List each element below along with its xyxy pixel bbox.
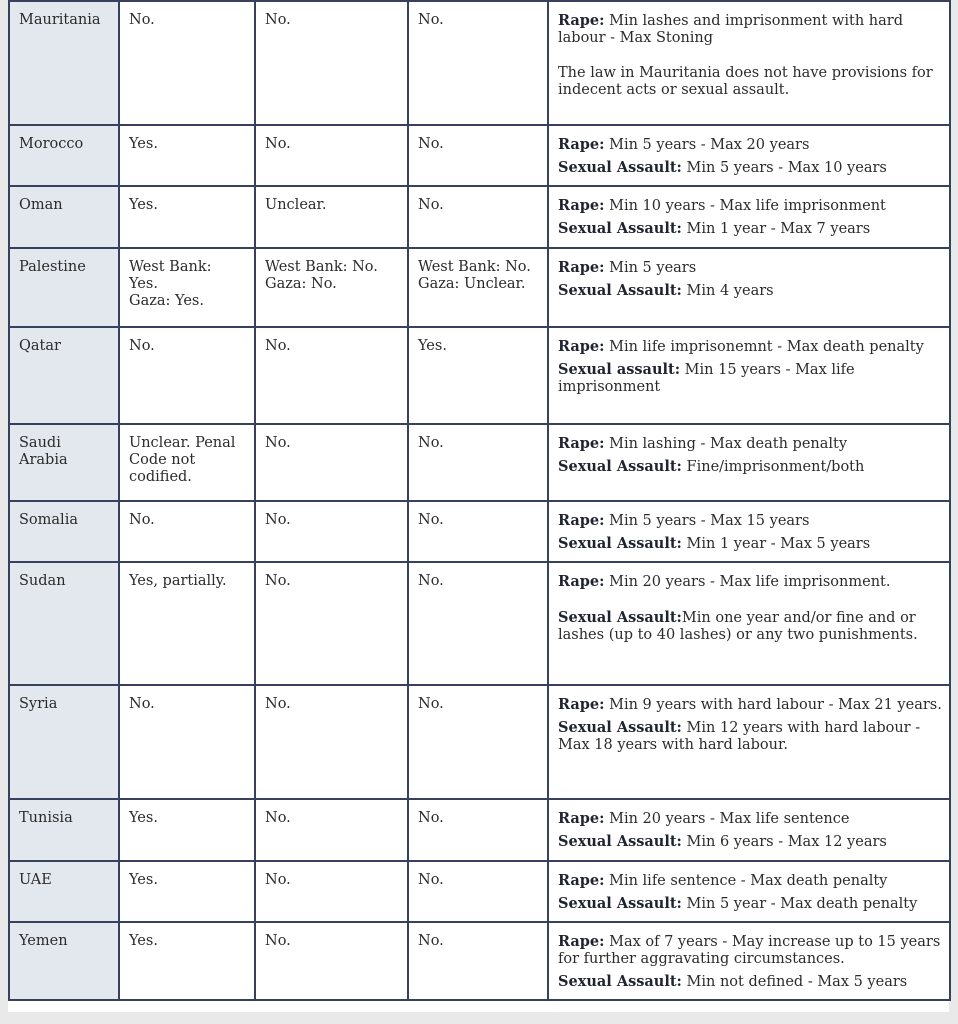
penalty-cell — [548, 1, 950, 125]
penalty-label: Rape: — [558, 872, 605, 889]
penalty-text: Min one year and/or fine and or lashes (up to 40 lashes) or any two punishments. — [558, 610, 918, 643]
status-text: No. — [265, 872, 291, 888]
status-cell-col4 — [408, 922, 548, 1000]
penal-code-table-container — [8, 0, 949, 1012]
status-cell-col4 — [408, 125, 548, 186]
penalty-cell — [548, 562, 950, 685]
penalty-cell — [548, 501, 950, 562]
status-cell-col3 — [255, 186, 408, 248]
table-row — [9, 186, 950, 248]
status-cell-col2 — [119, 186, 255, 248]
status-text: Yes. — [129, 872, 158, 888]
status-cell-col3 — [255, 799, 408, 861]
table-row — [9, 125, 950, 186]
penalty-text: Min 5 years - Max 15 years — [604, 513, 810, 529]
penalty-text: Min lashes and imprisonment with hard labour - Max Stoning — [558, 13, 903, 46]
status-cell-col4 — [408, 685, 548, 799]
status-text: No. — [265, 12, 291, 28]
penalty-line — [558, 973, 943, 991]
status-text: No. — [129, 512, 155, 528]
penalty-label: Rape: — [558, 136, 605, 153]
country-name: Saudi Arabia — [19, 435, 68, 468]
country-cell — [9, 424, 119, 501]
status-text: Unclear. Penal Code not codified. — [129, 435, 236, 485]
country-name: Yemen — [19, 933, 68, 949]
status-text: No. — [418, 12, 444, 28]
penalty-text: Min life imprisonemnt - Max death penalty — [604, 339, 924, 355]
country-cell — [9, 562, 119, 685]
penalty-label: Rape: — [558, 933, 605, 950]
status-cell-col2 — [119, 685, 255, 799]
penalty-cell — [548, 861, 950, 922]
status-text: No. — [418, 197, 444, 213]
status-text: No. — [265, 933, 291, 949]
penalty-label: Rape: — [558, 696, 605, 713]
penalty-text: Min 15 years - Max life imprisonment — [558, 362, 855, 395]
table-row — [9, 562, 950, 685]
penalty-line — [558, 220, 943, 238]
status-text: No. — [265, 435, 291, 451]
penalty-label: Sexual Assault: — [558, 719, 682, 736]
penal-code-table — [8, 0, 951, 1001]
status-cell-col3 — [255, 327, 408, 424]
country-cell — [9, 125, 119, 186]
status-cell-col3 — [255, 922, 408, 1000]
table-row — [9, 424, 950, 501]
penalty-text: Min 5 year - Max death penalty — [681, 896, 918, 912]
country-cell — [9, 685, 119, 799]
country-cell — [9, 922, 119, 1000]
penalty-text: Min 4 years — [681, 283, 774, 299]
penalty-cell — [548, 327, 950, 424]
table-row — [9, 922, 950, 1000]
penalty-cell — [548, 799, 950, 861]
status-text: No. — [265, 338, 291, 354]
penalty-line — [558, 159, 943, 177]
penalty-line — [558, 458, 943, 476]
penalty-line — [558, 810, 943, 828]
status-cell-col3 — [255, 125, 408, 186]
country-name: Tunisia — [19, 810, 73, 826]
penalty-line — [558, 872, 943, 890]
penalty-cell — [548, 424, 950, 501]
penalty-text: Min 5 years - Max 10 years — [681, 160, 887, 176]
table-body — [9, 1, 950, 1000]
country-cell — [9, 799, 119, 861]
penalty-text: Min 9 years with hard labour - Max 21 years. — [604, 697, 942, 713]
status-cell-col4 — [408, 861, 548, 922]
table-row — [9, 248, 950, 327]
penalty-line — [558, 65, 943, 99]
penalty-label: Sexual Assault: — [558, 220, 682, 237]
penalty-line — [558, 895, 943, 913]
penalty-label: Sexual Assault: — [558, 159, 682, 176]
country-name: Morocco — [19, 136, 84, 152]
penalty-line — [558, 719, 943, 754]
table-row — [9, 1, 950, 125]
status-text: No. — [418, 435, 444, 451]
table-row — [9, 861, 950, 922]
status-text: No. — [265, 810, 291, 826]
status-text: No. — [129, 696, 155, 712]
penalty-text: Min 20 years - Max life sentence — [604, 811, 850, 827]
penalty-text: The law in Mauritania does not have provisions for indecent acts or sexual assault. — [558, 65, 933, 98]
status-cell-col2 — [119, 922, 255, 1000]
penalty-label: Sexual assault: — [558, 361, 681, 378]
penalty-text: Fine/imprisonment/both — [681, 459, 865, 475]
penalty-label: Rape: — [558, 573, 605, 590]
penalty-text: Min 20 years - Max life imprisonment. — [604, 574, 891, 590]
country-name: Somalia — [19, 512, 78, 528]
penalty-label: Sexual Assault: — [558, 973, 682, 990]
penalty-label: Rape: — [558, 435, 605, 452]
penalty-cell — [548, 685, 950, 799]
status-cell-col2 — [119, 327, 255, 424]
status-cell-col4 — [408, 501, 548, 562]
penalty-line — [558, 136, 943, 154]
table-row — [9, 799, 950, 861]
penalty-text: Min not defined - Max 5 years — [681, 974, 908, 990]
country-cell — [9, 248, 119, 327]
status-text: Gaza: Unclear. — [418, 276, 526, 292]
status-cell-col2 — [119, 125, 255, 186]
status-cell-col2 — [119, 861, 255, 922]
penalty-label: Rape: — [558, 338, 605, 355]
country-name: UAE — [19, 872, 52, 888]
status-text: West Bank: Yes. — [129, 259, 212, 292]
penalty-cell — [548, 125, 950, 186]
country-name: Qatar — [19, 338, 61, 354]
status-cell-col4 — [408, 248, 548, 327]
status-text: Yes, partially. — [129, 573, 227, 589]
country-name: Palestine — [19, 259, 86, 275]
status-text: Yes. — [129, 933, 158, 949]
status-text: No. — [265, 136, 291, 152]
status-text: No. — [265, 573, 291, 589]
country-name: Sudan — [19, 573, 66, 589]
penalty-line — [558, 12, 943, 47]
status-text: Yes. — [418, 338, 447, 354]
status-text: Gaza: Yes. — [129, 293, 204, 309]
status-cell-col4 — [408, 424, 548, 501]
penalty-label: Sexual Assault: — [558, 458, 682, 475]
status-cell-col3 — [255, 424, 408, 501]
status-cell-col4 — [408, 327, 548, 424]
country-name: Mauritania — [19, 12, 101, 28]
table-row — [9, 685, 950, 799]
status-cell-col4 — [408, 1, 548, 125]
penalty-label: Rape: — [558, 197, 605, 214]
status-cell-col3 — [255, 248, 408, 327]
penalty-text: Min 1 year - Max 7 years — [681, 221, 871, 237]
status-cell-col4 — [408, 186, 548, 248]
penalty-label: Rape: — [558, 12, 605, 29]
penalty-text: Min 10 years - Max life imprisonment — [604, 198, 886, 214]
penalty-line — [558, 535, 943, 553]
status-text: No. — [265, 512, 291, 528]
penalty-label: Rape: — [558, 810, 605, 827]
penalty-label: Sexual Assault: — [558, 833, 682, 850]
status-text: West Bank: No. — [418, 259, 531, 275]
country-cell — [9, 327, 119, 424]
penalty-cell — [548, 186, 950, 248]
penalty-line — [558, 259, 943, 277]
country-cell — [9, 186, 119, 248]
status-text: No. — [418, 872, 444, 888]
status-cell-col2 — [119, 1, 255, 125]
penalty-line — [558, 833, 943, 851]
penalty-text: Min 6 years - Max 12 years — [681, 834, 887, 850]
penalty-line — [558, 435, 943, 453]
status-cell-col2 — [119, 562, 255, 685]
penalty-line — [558, 361, 943, 396]
status-text: Yes. — [129, 136, 158, 152]
status-text: No. — [418, 512, 444, 528]
table-row — [9, 327, 950, 424]
status-cell-col3 — [255, 501, 408, 562]
penalty-text: Min 1 year - Max 5 years — [681, 536, 871, 552]
status-text: West Bank: No. — [265, 259, 378, 275]
status-text: No. — [418, 136, 444, 152]
status-text: No. — [418, 810, 444, 826]
penalty-line — [558, 338, 943, 356]
status-text: No. — [265, 696, 291, 712]
status-cell-col2 — [119, 248, 255, 327]
status-cell-col4 — [408, 799, 548, 861]
status-cell-col3 — [255, 861, 408, 922]
status-cell-col2 — [119, 799, 255, 861]
penalty-label: Sexual Assault: — [558, 609, 682, 626]
status-cell-col4 — [408, 562, 548, 685]
penalty-text: Min life sentence - Max death penalty — [604, 873, 888, 889]
penalty-label: Sexual Assault: — [558, 895, 682, 912]
penalty-line — [558, 512, 943, 530]
status-text: Yes. — [129, 197, 158, 213]
status-cell-col2 — [119, 424, 255, 501]
status-text: No. — [418, 696, 444, 712]
status-cell-col3 — [255, 1, 408, 125]
penalty-label: Sexual Assault: — [558, 282, 682, 299]
penalty-line — [558, 696, 943, 714]
penalty-line — [558, 933, 943, 968]
country-cell — [9, 861, 119, 922]
status-text: Gaza: No. — [265, 276, 337, 292]
table-row — [9, 501, 950, 562]
penalty-label: Rape: — [558, 259, 605, 276]
status-text: Yes. — [129, 810, 158, 826]
country-name: Syria — [19, 696, 58, 712]
status-cell-col3 — [255, 562, 408, 685]
country-cell — [9, 501, 119, 562]
penalty-text: Min 5 years - Max 20 years — [604, 137, 810, 153]
penalty-label: Rape: — [558, 512, 605, 529]
penalty-text: Min 12 years with hard labour - Max 18 years with hard labour. — [558, 720, 921, 753]
penalty-cell — [548, 922, 950, 1000]
penalty-label: Sexual Assault: — [558, 535, 682, 552]
penalty-text: Min lashing - Max death penalty — [604, 436, 848, 452]
penalty-line — [558, 573, 943, 591]
penalty-text: Min 5 years — [604, 260, 697, 276]
penalty-cell — [548, 248, 950, 327]
penalty-line — [558, 197, 943, 215]
penalty-line — [558, 282, 943, 300]
status-text: Unclear. — [265, 197, 327, 213]
country-cell — [9, 1, 119, 125]
penalty-text: Max of 7 years - May increase up to 15 years for further aggravating circumstances. — [558, 934, 941, 967]
country-name: Oman — [19, 197, 63, 213]
status-text: No. — [418, 933, 444, 949]
status-text: No. — [129, 12, 155, 28]
penalty-line — [558, 609, 943, 644]
status-text: No. — [129, 338, 155, 354]
status-cell-col3 — [255, 685, 408, 799]
status-text: No. — [418, 573, 444, 589]
status-cell-col2 — [119, 501, 255, 562]
